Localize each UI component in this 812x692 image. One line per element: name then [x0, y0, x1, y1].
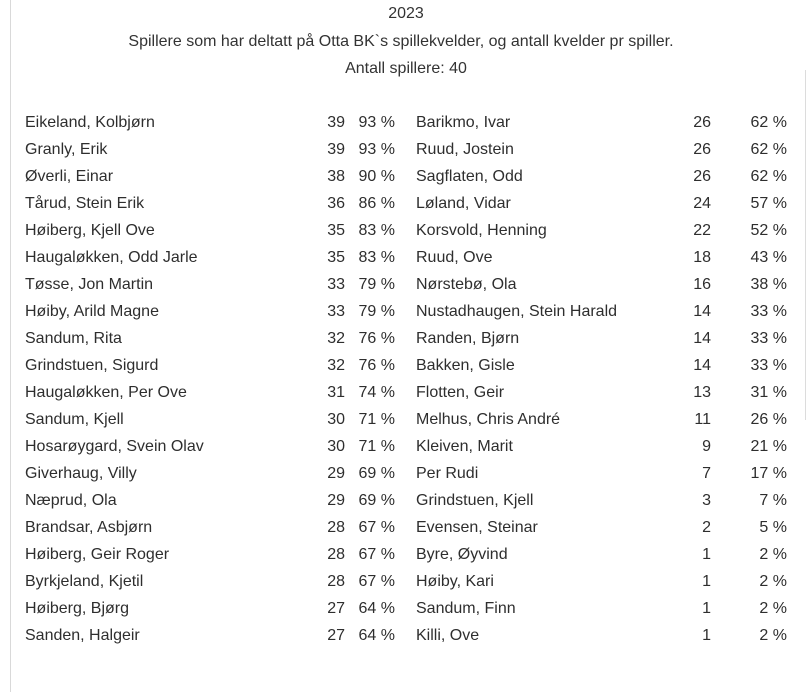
attendance-percent: 38 %: [750, 276, 787, 293]
evening-count: 32: [327, 330, 345, 347]
attendance-percent: 33 %: [750, 330, 787, 347]
player-name: Ruud, Jostein: [416, 141, 514, 158]
attendance-percent: 83 %: [358, 222, 395, 239]
player-name: Høiby, Kari: [416, 573, 494, 590]
evening-count: 14: [693, 330, 711, 347]
evening-count: 24: [693, 195, 711, 212]
attendance-percent: 79 %: [358, 276, 395, 293]
attendance-percent: 76 %: [358, 330, 395, 347]
player-name: Haugaløkken, Odd Jarle: [25, 249, 198, 266]
attendance-percent: 74 %: [358, 384, 395, 401]
player-name: Barikmo, Ivar: [416, 114, 511, 131]
player-name: Grindstuen, Kjell: [416, 492, 534, 509]
evening-count: 29: [327, 492, 345, 509]
attendance-percent: 69 %: [358, 465, 395, 482]
evening-count: 22: [693, 222, 711, 239]
evening-count: 35: [327, 249, 345, 266]
attendance-percent: 2 %: [759, 573, 787, 590]
attendance-percent: 57 %: [750, 195, 787, 212]
year-heading: 2023: [388, 5, 424, 22]
attendance-percent: 83 %: [358, 249, 395, 266]
evening-count: 1: [702, 627, 711, 644]
evening-count: 7: [702, 465, 711, 482]
player-name: Sagflaten, Odd: [416, 168, 523, 185]
evening-count: 3: [702, 492, 711, 509]
evening-count: 26: [693, 114, 711, 131]
attendance-percent: 2 %: [759, 627, 787, 644]
evening-count: 27: [327, 600, 345, 617]
player-name: Nørstebø, Ola: [416, 276, 517, 293]
evening-count: 1: [702, 573, 711, 590]
evening-count: 28: [327, 546, 345, 563]
player-name: Evensen, Steinar: [416, 519, 538, 536]
evening-count: 26: [693, 168, 711, 185]
player-name: Flotten, Geir: [416, 384, 505, 401]
player-count: Antall spillere: 40: [345, 60, 467, 77]
attendance-percent: 86 %: [358, 195, 395, 212]
attendance-percent: 67 %: [358, 519, 395, 536]
evening-count: 39: [327, 114, 345, 131]
player-name: Høiby, Arild Magne: [25, 303, 159, 320]
evening-count: 35: [327, 222, 345, 239]
attendance-percent: 5 %: [759, 519, 787, 536]
evening-count: 32: [327, 357, 345, 374]
attendance-percent: 7 %: [759, 492, 787, 509]
player-name: Byrkjeland, Kjetil: [25, 573, 144, 590]
player-name: Sandum, Rita: [25, 330, 122, 347]
attendance-percent: 90 %: [358, 168, 395, 185]
player-name: Granly, Erik: [25, 141, 108, 158]
player-name: Sandum, Finn: [416, 600, 516, 617]
player-name: Kleiven, Marit: [416, 438, 513, 455]
player-name: Øverli, Einar: [25, 168, 114, 185]
evening-count: 28: [327, 573, 345, 590]
subtitle: Spillere som har deltatt på Otta BK`s spillekvelder, og antall kvelder pr spiller.: [128, 33, 674, 50]
attendance-percent: 79 %: [358, 303, 395, 320]
attendance-percent: 64 %: [358, 600, 395, 617]
evening-count: 11: [694, 411, 711, 428]
evening-count: 14: [693, 303, 711, 320]
attendance-percent: 71 %: [358, 438, 395, 455]
player-name: Haugaløkken, Per Ove: [25, 384, 187, 401]
attendance-percent: 76 %: [358, 357, 395, 374]
evening-count: 1: [702, 546, 711, 563]
player-name: Brandsar, Asbjørn: [25, 519, 153, 536]
evening-count: 13: [693, 384, 711, 401]
evening-count: 33: [327, 303, 345, 320]
attendance-percent: 43 %: [750, 249, 787, 266]
evening-count: 29: [327, 465, 345, 482]
player-name: Byre, Øyvind: [416, 546, 508, 563]
evening-count: 2: [702, 519, 711, 536]
player-name: Næprud, Ola: [25, 492, 117, 509]
evening-count: 27: [327, 627, 345, 644]
player-name: Giverhaug, Villy: [25, 465, 137, 482]
player-name: Eikeland, Kolbjørn: [25, 114, 155, 131]
scroll-edge: [805, 70, 806, 420]
attendance-percent: 62 %: [750, 168, 787, 185]
attendance-percent: 21 %: [750, 438, 787, 455]
evening-count: 18: [693, 249, 711, 266]
player-name: Korsvold, Henning: [416, 222, 547, 239]
player-name: Sandum, Kjell: [25, 411, 124, 428]
evening-count: 9: [702, 438, 711, 455]
evening-count: 31: [327, 384, 345, 401]
evening-count: 38: [327, 168, 345, 185]
attendance-percent: 26 %: [750, 411, 787, 428]
player-name: Randen, Bjørn: [416, 330, 520, 347]
attendance-percent: 69 %: [358, 492, 395, 509]
attendance-percent: 31 %: [750, 384, 787, 401]
player-name: Per Rudi: [416, 465, 479, 482]
evening-count: 39: [327, 141, 345, 158]
attendance-percent: 2 %: [759, 546, 787, 563]
attendance-percent: 52 %: [750, 222, 787, 239]
player-name: Høiberg, Geir Roger: [25, 546, 170, 563]
attendance-percent: 64 %: [358, 627, 395, 644]
evening-count: 28: [327, 519, 345, 536]
attendance-percent: 62 %: [750, 114, 787, 131]
player-name: Killi, Ove: [416, 627, 480, 644]
attendance-percent: 71 %: [358, 411, 395, 428]
player-name: Tårud, Stein Erik: [25, 195, 145, 212]
player-name: Tøsse, Jon Martin: [25, 276, 154, 293]
attendance-percent: 93 %: [358, 141, 395, 158]
attendance-percent: 33 %: [750, 303, 787, 320]
evening-count: 33: [327, 276, 345, 293]
evening-count: 30: [327, 411, 345, 428]
player-name: Ruud, Ove: [416, 249, 493, 266]
attendance-percent: 62 %: [750, 141, 787, 158]
evening-count: 30: [327, 438, 345, 455]
player-name: Bakken, Gisle: [416, 357, 515, 374]
player-name: Løland, Vidar: [416, 195, 511, 212]
player-name: Grindstuen, Sigurd: [25, 357, 159, 374]
left-border: [10, 0, 11, 692]
evening-count: 36: [327, 195, 345, 212]
attendance-percent: 67 %: [358, 546, 395, 563]
player-name: Høiberg, Bjørg: [25, 600, 130, 617]
attendance-percent: 17 %: [750, 465, 787, 482]
player-name: Høiberg, Kjell Ove: [25, 222, 155, 239]
player-name: Melhus, Chris André: [416, 411, 561, 428]
evening-count: 14: [693, 357, 711, 374]
attendance-percent: 33 %: [750, 357, 787, 374]
evening-count: 26: [693, 141, 711, 158]
player-name: Hosarøygard, Svein Olav: [25, 438, 204, 455]
attendance-percent: 93 %: [358, 114, 395, 131]
evening-count: 16: [693, 276, 711, 293]
player-name: Nustadhaugen, Stein Harald: [416, 303, 618, 320]
player-name: Sanden, Halgeir: [25, 627, 140, 644]
attendance-percent: 67 %: [358, 573, 395, 590]
evening-count: 1: [702, 600, 711, 617]
attendance-percent: 2 %: [759, 600, 787, 617]
